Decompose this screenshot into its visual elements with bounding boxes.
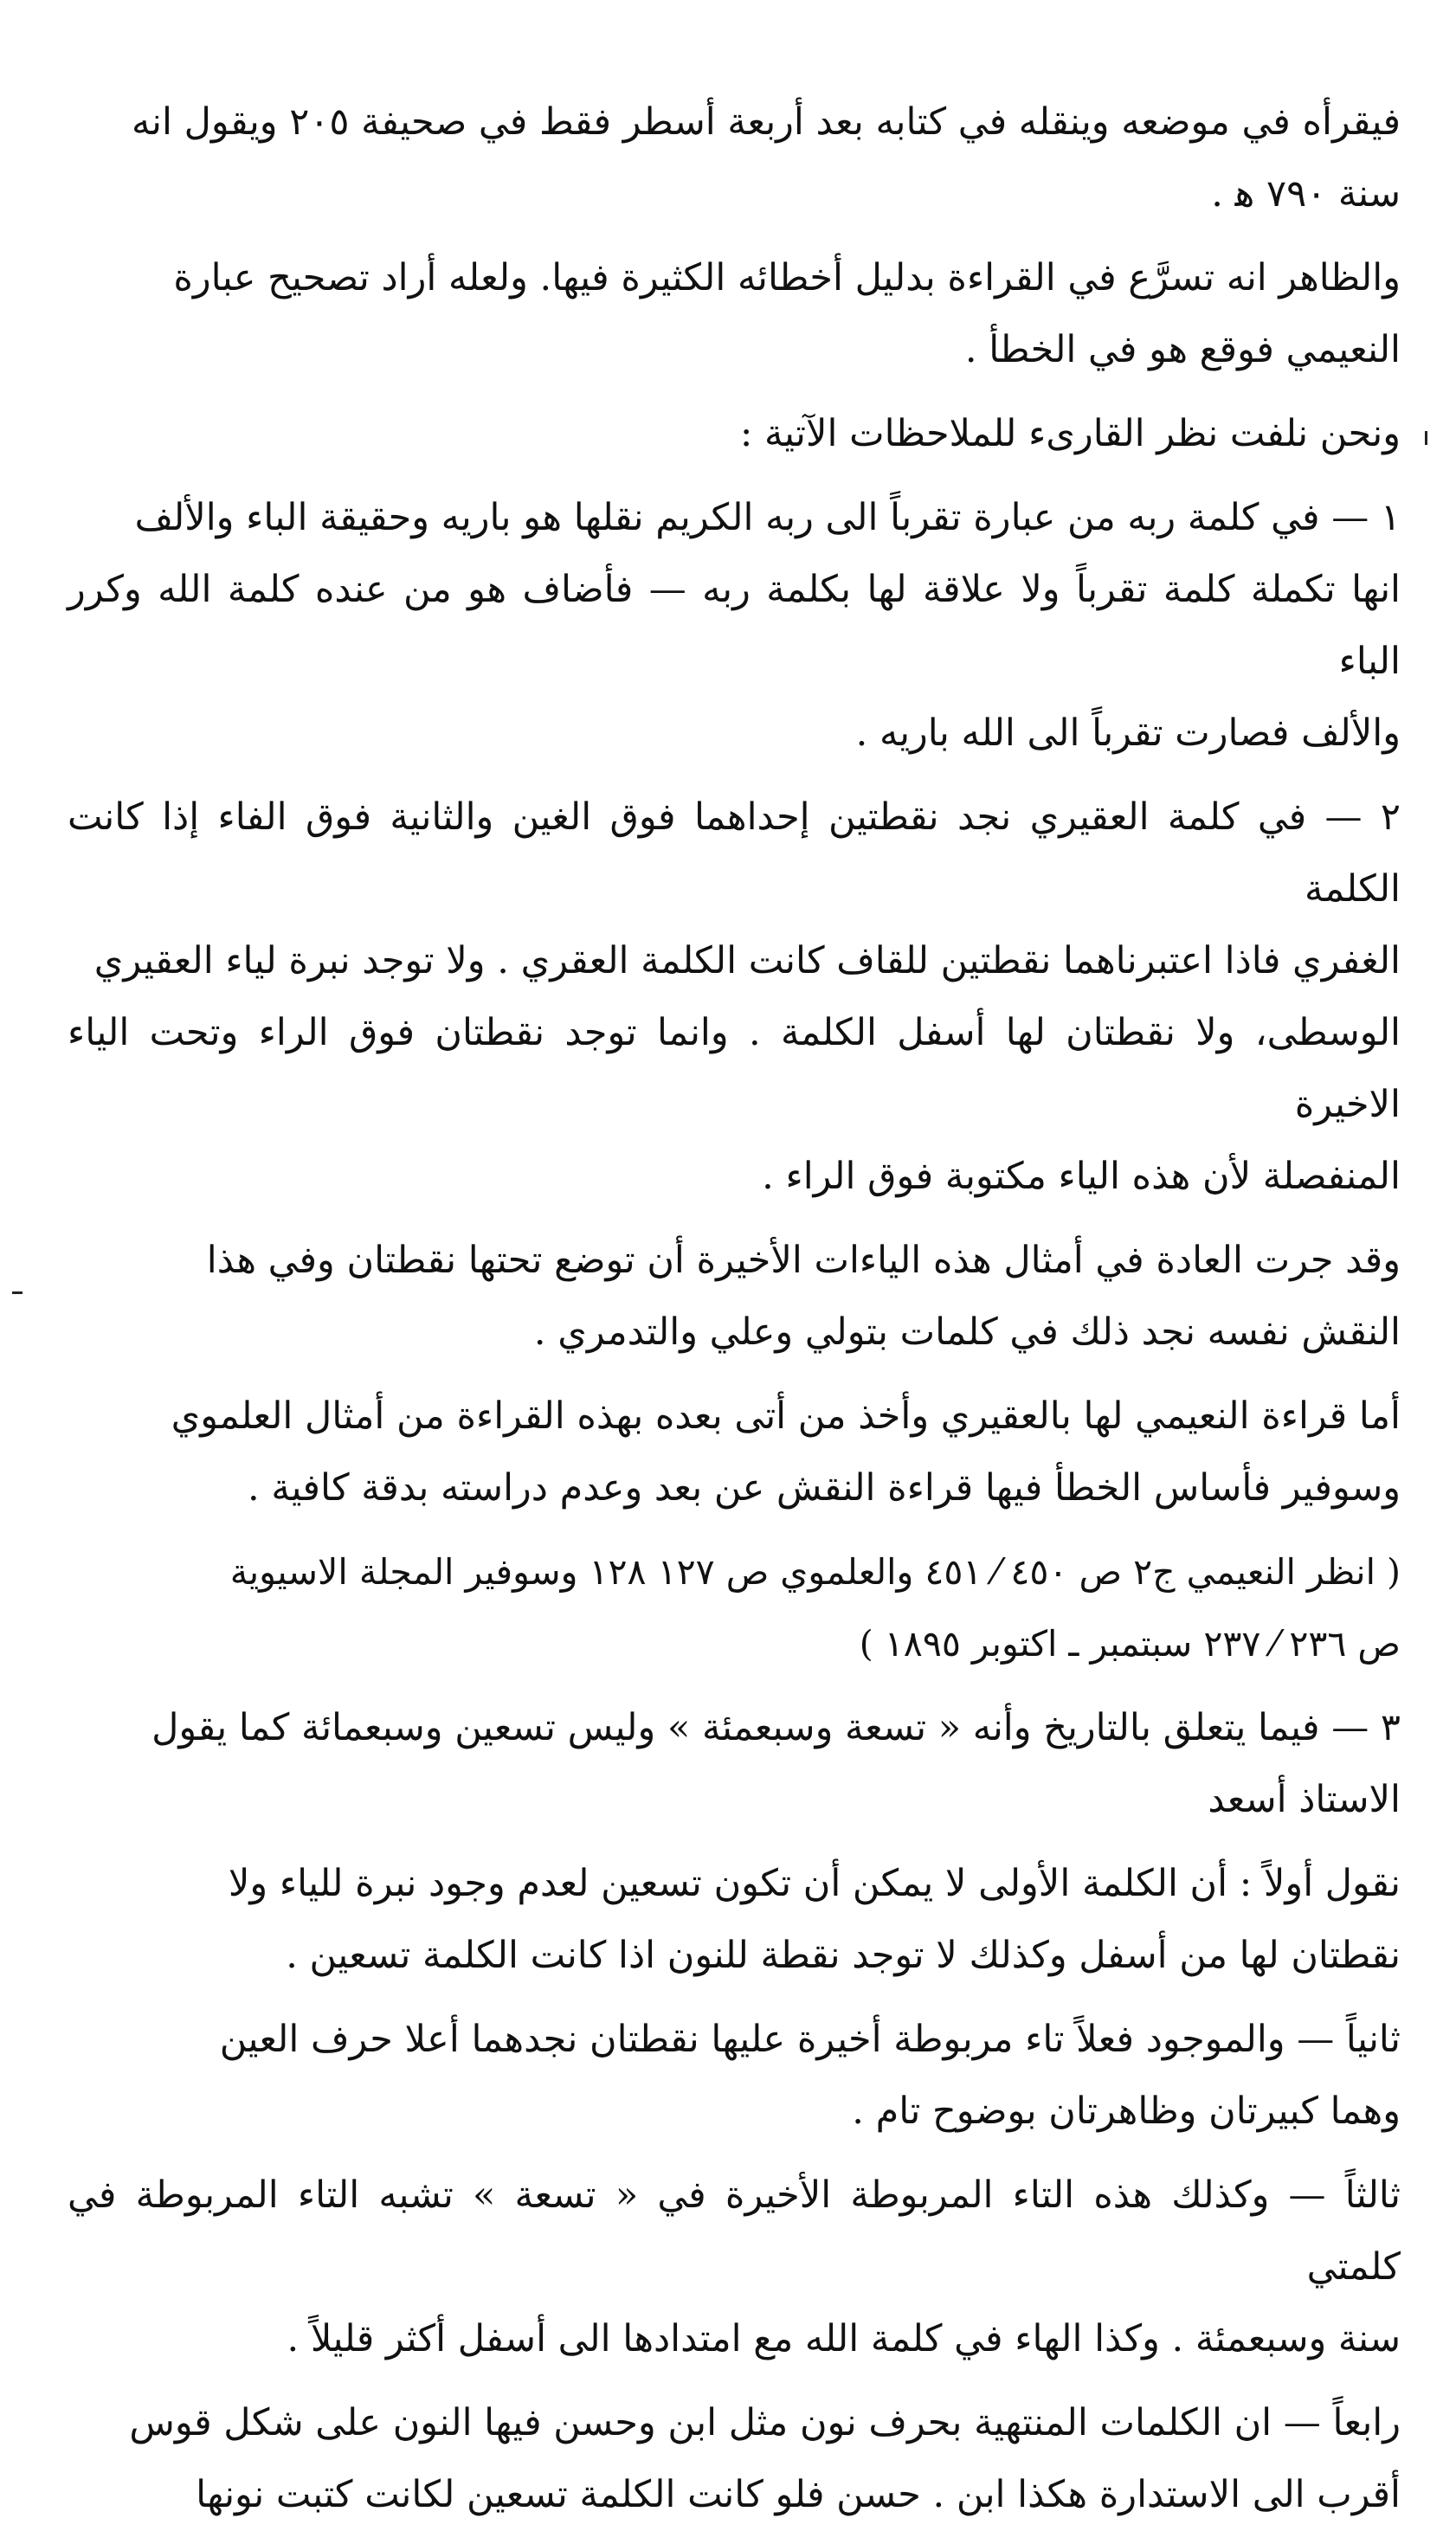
paragraph-note-2: ٢ — في كلمة العقيري نجد نقطتين إحداهما فوق الغين والثانية فوق الفاء إذا كانت الكلمة الغفري فاذا اعتبرناهما نقطتين للقاف كانت الكلمة العقري . ولا توجد نبرة لياء العقيري الوسطى، ولا نقطتان لها أسفل الكلمة . وانما توجد نقطتان فوق الراء وتحت الياء الاخيرة المنفصلة لأن هذه الياء مكتوبة فوق الراء . bbox=[68, 795, 1401, 1198]
paragraph-note-1: ١ — في كلمة ربه من عبارة تقرباً الى ربه الكريم نقلها هو باريه وحقيقة الباء والألف انها تكملة كلمة تقرباً ولا علاقة لها بكلمة ربه — فأضاف هو من عنده كلمة الله وكرر الباء والألف فصارت تقرباً الى الله باريه . bbox=[68, 496, 1401, 755]
paragraph-final-ya: وقد جرت العادة في أمثال هذه الياءات الأخيرة أن توضع تحتها نقطتان وفي هذا النقش نفسه نجد ذلك في كلمات بتولي وعلي والتدمري . bbox=[206, 1239, 1401, 1354]
paragraph-firstly: نقول أولاً : أن الكلمة الأولى لا يمكن أن تكون تسعين لعدم وجود نبرة للياء ولا نقطتان لها من أسفل وكذلك لا توجد نقطة للنون اذا كانت الكلمة تسعين . bbox=[228, 1862, 1401, 1977]
paragraph-hasty-reading: والظاهر انه تسرَّع في القراءة بدليل أخطائه الكثيرة فيها. ولعله أراد تصحيح عبارة النعيمي فوقع هو في الخطأ . bbox=[173, 256, 1401, 371]
paragraph-date-reading: فيقرأه في موضعه وينقله في كتابه بعد أربعة أسطر فقط في صحيفة ٢٠٥ ويقول انه سنة ٧٩٠ ﻫ . bbox=[131, 100, 1401, 216]
paragraph-note-3: ٣ — فيما يتعلق بالتاريخ وأنه « تسعة وسبعمئة » وليس تسعين وسبعمائة كما يقول الاستاذ أسعد bbox=[151, 1706, 1401, 1821]
right-margin-mark bbox=[1425, 431, 1427, 445]
paragraph-secondly: ثانياً — والموجود فعلاً تاء مربوطة أخيرة عليها نقطتان نجدهما أعلا حرف العين وهما كبيرتان وظاهرتان بوضوح تام . bbox=[219, 2018, 1401, 2133]
paragraph-references: ( انظر النعيمي ج٢ ص ٤٥٠ ⁄ ٤٥١ والعلموي ص ١٢٧ ١٢٨ وسوفير المجلة الاسيوية ص ٢٣٦ ⁄ ٢٣٧ سبتمبر ـ اكتوبر ١٨٩٥ ) bbox=[229, 1551, 1401, 1665]
paragraph-notes-intro: ونحن نلفت نظر القارىء للملاحظات الآتية : bbox=[739, 412, 1401, 455]
paragraph-nuaimi-reading: أما قراءة النعيمي لها بالعقيري وأخذ من أتى بعده بهذه القراءة من أمثال العلموي وسوفير فأساس الخطأ فيها قراءة النقش عن بعد وعدم دراسته بدقة كافية . bbox=[171, 1394, 1401, 1510]
paragraph-fourthly: رابعاً — ان الكلمات المنتهية بحرف نون مثل ابن وحسن فيها النون على شكل قوس أقرب الى الاستدارة هكذا ابن . حسن فلو كانت الكلمة تسعين لكانت كتبت نونها bbox=[129, 2401, 1401, 2516]
paragraph-thirdly: ثالثاً — وكذلك هذه التاء المربوطة الأخيرة في « تسعة » تشبه التاء المربوطة في كلمتي سنة وسبعمئة . وكذا الهاء في كلمة الله مع امتدادها الى أسفل أكثر قليلاً . bbox=[68, 2174, 1401, 2360]
left-margin-mark bbox=[12, 1291, 23, 1294]
document-page bbox=[68, 87, 1401, 2516]
